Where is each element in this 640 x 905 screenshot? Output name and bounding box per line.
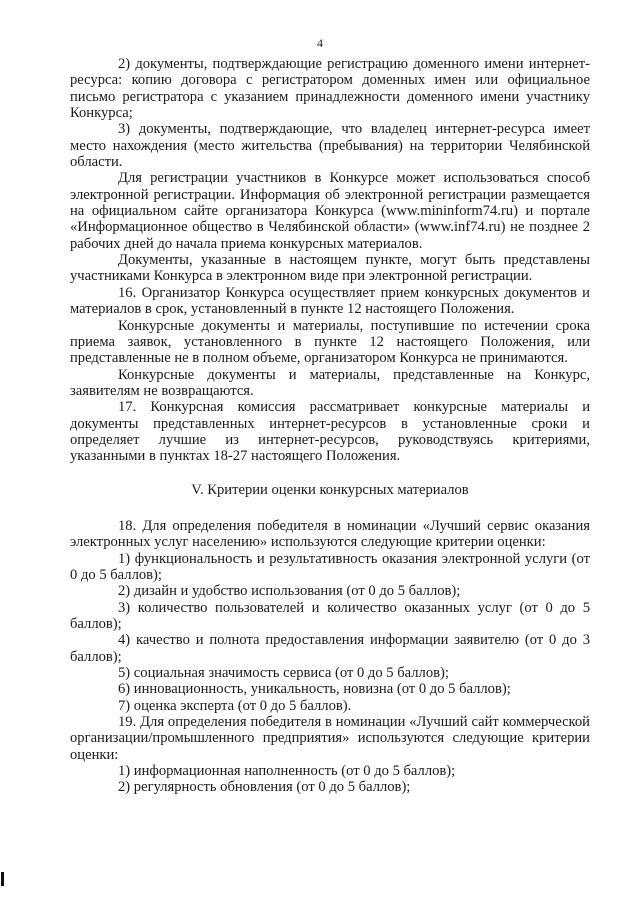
criteria-18-6: 6) инновационность, уникальность, новизна (от 0 до 5 баллов); <box>118 681 511 698</box>
scan-edge-mark <box>1 872 4 886</box>
document-body <box>70 56 590 796</box>
criteria-item-19: 19. Для определения победителя в номинации «Лучший сайт коммерческой организации/промышленного предприятия» используются следующие критерии оценки: <box>70 714 590 763</box>
paragraph-electronic-documents: Документы, указанные в настоящем пункте, могут быть представлены участниками Конкурса в электронном виде при электронной регистрации. <box>70 252 590 285</box>
paragraph-not-returned: Конкурсные документы и материалы, представленные на Конкурс, заявителям не возвращаются. <box>70 366 590 399</box>
criteria-18-3: 3) количество пользователей и количество оказанных услуг (от 0 до 5 баллов); <box>70 599 590 632</box>
paragraph-domain-documents: 2) документы, подтверждающие регистрацию доменного имени интернет-ресурса: копию договора с регистратором доменных имен или официальное письмо регистратора с указанием принадлежности доменного имени участнику Конкурса; <box>70 56 590 122</box>
criteria-18-4: 4) качество и полнота предоставления информации заявителю (от 0 до 3 баллов); <box>70 632 590 665</box>
page-number: 4 <box>317 36 323 50</box>
criteria-18-5: 5) социальная значимость сервиса (от 0 до 5 баллов); <box>118 665 449 682</box>
criteria-18-1: 1) функциональность и результативность оказания электронной услуги (от 0 до 5 баллов); <box>70 550 590 583</box>
section-heading: V. Критерии оценки конкурсных материалов <box>191 481 469 498</box>
paragraph-late-documents: Конкурсные документы и материалы, поступившие по истечении срока приема заявок, установленного в пункте 12 настоящего Положения, или представленные не в полном объеме, организатором Конкурса не принимаются. <box>70 317 590 367</box>
paragraph-electronic-registration: Для регистрации участников в Конкурсе может использоваться способ электронной регистрации. Информация об электронной регистрации размещается на официальном сайте организатора Конкурса (www.mininform74.ru) и портале «Информационное общество в Челябинской области» (www.inf74.ru) не позднее 2 рабочих дней до начала приема конкурсных материалов. <box>70 170 590 252</box>
paragraph-item-17: 17. Конкурсная комиссия рассматривает конкурсные материалы и документы представленных интернет-ресурсов в установленные сроки и определяет лучшие из интернет-ресурсов, руководствуясь критериями, указанными в пунктах 18-27 настоящего Положения. <box>70 399 590 465</box>
criteria-18-7: 7) оценка эксперта (от 0 до 5 баллов). <box>118 697 352 714</box>
paragraph-owner-location: 3) документы, подтверждающие, что владелец интернет-ресурса имеет место нахождения (место жительства (пребывания) на территории Челябинской области. <box>70 121 590 171</box>
criteria-item-18: 18. Для определения победителя в номинации «Лучший сервис оказания электронных услуг населению» используются следующие критерии оценки: <box>70 517 590 551</box>
paragraph-item-16: 16. Организатор Конкурса осуществляет прием конкурсных документов и материалов в срок, установленный в пункте 12 настоящего Положения. <box>70 284 590 318</box>
criteria-19-2: 2) регулярность обновления (от 0 до 5 баллов); <box>118 779 411 796</box>
criteria-18-2: 2) дизайн и удобство использования (от 0 до 5 баллов); <box>118 583 461 600</box>
criteria-19-1: 1) информационная наполненность (от 0 до 5 баллов); <box>118 763 456 780</box>
